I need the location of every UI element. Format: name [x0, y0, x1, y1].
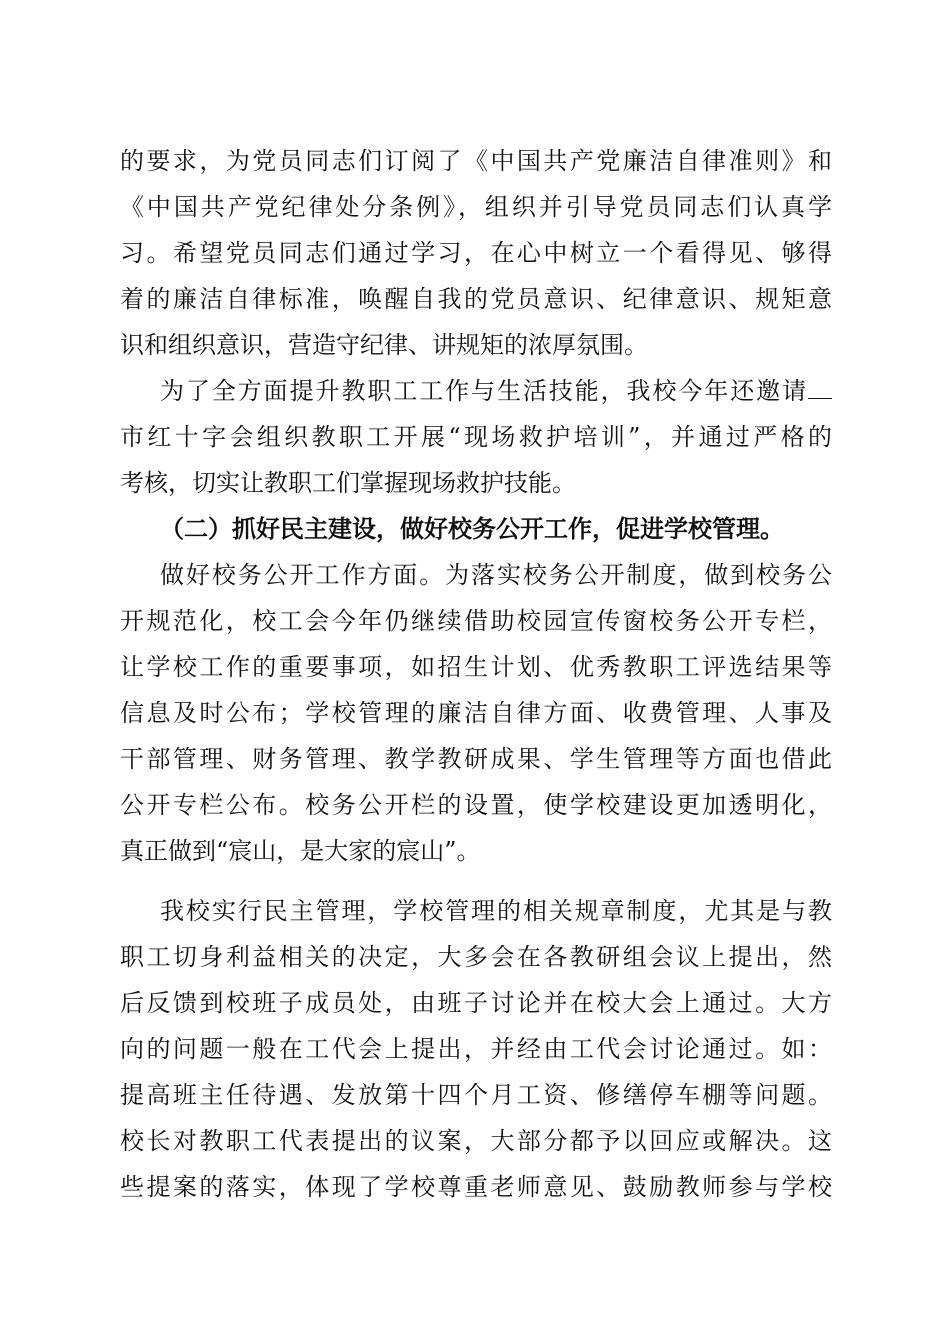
text-line: 让学校工作的重要事项，如招生计划、优秀教职工评选结果等 [120, 653, 832, 681]
text-line: 习。希望党员同志们通过学习，在心中树立一个看得见、够得 [120, 239, 832, 267]
fill-in-blank [808, 376, 832, 399]
text-line: 信息及时公布；学校管理的廉洁自律方面、收费管理、人事及 [120, 699, 832, 727]
paragraph-2 [120, 368, 832, 506]
paragraph-3 [120, 552, 832, 874]
paragraph-1 [120, 138, 832, 368]
heading-text: （二）抓好民主建设，做好校务公开工作，促进学校管理。 [160, 514, 784, 543]
text-line: 职工切身利益相关的决定，大多会在各教研组会议上提出，然 [120, 943, 832, 971]
paragraph-gap [120, 874, 832, 888]
text-line: 真正做到“宸山，是大家的宸山”。 [120, 837, 481, 865]
text-line: 些提案的落实，体现了学校尊重老师意见、鼓励教师参与学校 [120, 1173, 832, 1201]
text-line: 的要求，为党员同志们订阅了《中国共产党廉洁自律准则》和 [120, 147, 832, 175]
section-heading [120, 506, 832, 552]
text-line: 公开专栏公布。校务公开栏的设置，使学校建设更加透明化， [120, 791, 832, 819]
text-line: 干部管理、财务管理、教学教研成果、学生管理等方面也借此 [120, 745, 832, 773]
text-line: 市红十字会组织教职工开展“现场救护培训”，并通过严格的 [120, 423, 832, 451]
text-line: 校长对教职工代表提出的议案，大部分都予以回应或解决。这 [120, 1127, 832, 1155]
text-line: 做好校务公开工作方面。为落实校务公开制度，做到校务公 [160, 561, 832, 589]
text-line: 我校实行民主管理，学校管理的相关规章制度，尤其是与教 [160, 897, 832, 925]
text-line: 《中国共产党纪律处分条例》，组织并引导党员同志们认真学 [120, 193, 832, 221]
text-line [120, 368, 832, 414]
text-line: 着的廉洁自律标准，唤醒自我的党员意识、纪律意识、规矩意 [120, 285, 832, 313]
text-line-content: 为了全方面提升教职工工作与生活技能，我校今年还邀请 [160, 377, 808, 405]
text-line: 向的问题一般在工代会上提出，并经由工代会讨论通过。如： [120, 1035, 832, 1063]
text-line: 开规范化，校工会今年仍继续借助校园宣传窗校务公开专栏， [120, 607, 832, 635]
text-line: 提高班主任待遇、发放第十四个月工资、修缮停车棚等问题。 [120, 1081, 832, 1109]
text-line: 识和组织意识，营造守纪律、讲规矩的浓厚氛围。 [120, 331, 648, 359]
document-body [120, 138, 832, 1210]
paragraph-4 [120, 888, 832, 1210]
text-line: 考核，切实让教职工们掌握现场救护技能。 [120, 469, 576, 497]
text-line: 后反馈到校班子成员处，由班子讨论并在校大会上通过。大方 [120, 989, 832, 1017]
